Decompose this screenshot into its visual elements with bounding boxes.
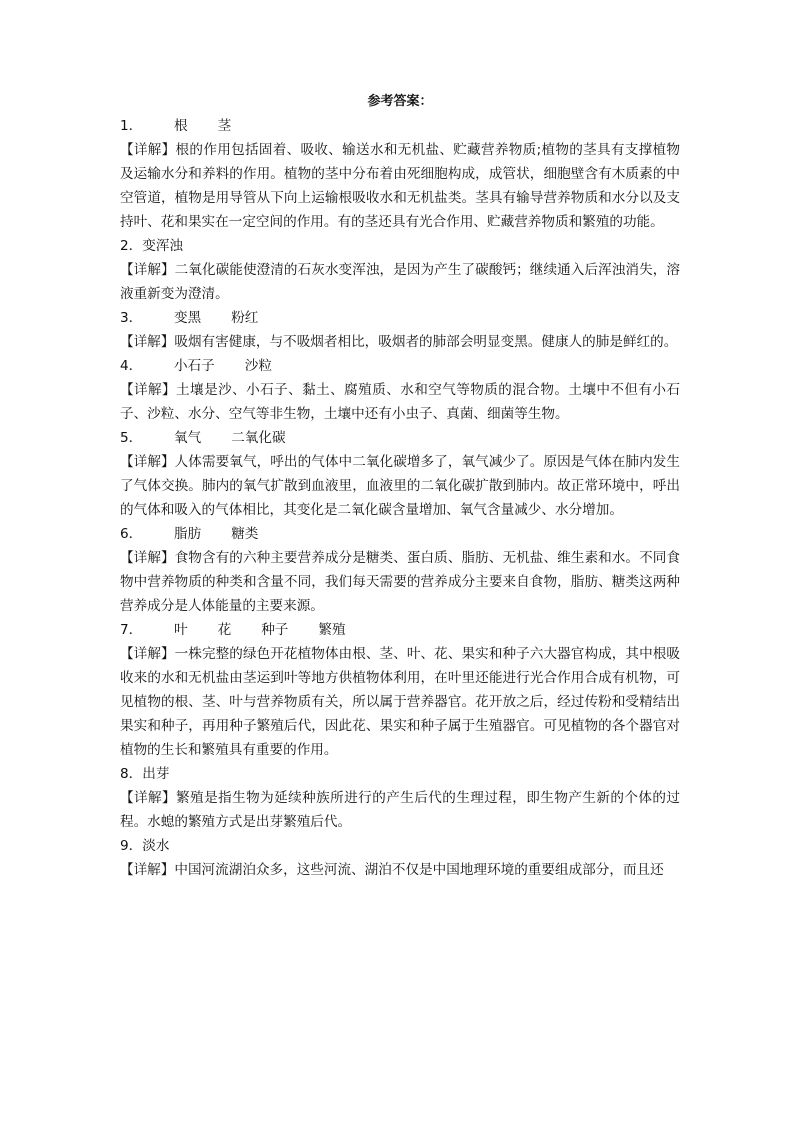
question-answer-line [120,114,680,138]
answer-block [120,306,680,354]
page-title: 参考答案： [367,94,433,109]
explanation-text: 人体需要氧气，呼出的气体中二氧化碳增多了，氧气减少了。原因是气体在肺内发生了气体交换。肺内的氧气扩散到血液里，血液里的二氧化碳扩散到肺内。故正常环境中，呼出的气体和吸入的气体相比，其变化是二氧化碳含量增加、氧气含量减少、水分增加。 [120,454,680,518]
question-answer-line [120,522,680,546]
question-answer-line [120,762,680,786]
explanation-text: 食物含有的六种主要营养成分是糖类、蛋白质、脂肪、无机盐、维生素和水。不同食物中营养物质的种类和含量不同，我们每天需要的营养成分主要来自食物，脂肪、糖类这两种营养成分是人体能量的主要来源。 [120,550,680,614]
question-number: 9． [120,838,143,854]
question-answer-line [120,834,680,858]
explanation-paragraph [120,858,680,882]
explanation-tag: 【详解】 [120,262,175,278]
answer-text: 种子 [261,622,289,638]
explanation-tag: 【详解】 [120,862,175,878]
explanation-text: 二氧化碳能使澄清的石灰水变浑浊，是因为产生了碳酸钙；继续通入后浑浊消失，溶液重新变为澄清。 [120,262,680,302]
answer-text: 变浑浊 [142,238,184,254]
explanation-tag: 【详解】 [120,790,177,806]
answer-text: 花 [217,622,232,638]
answer-text: 变黑 [174,310,202,326]
answer-text: 出芽 [142,766,170,782]
question-number: 5． [120,430,143,446]
question-number: 7． [120,622,143,638]
question-number: 6． [120,526,143,542]
explanation-text: 繁殖是指生物为延续种族所进行的产生后代的生理过程，即生物产生新的个体的过程。水螅的繁殖方式是出芽繁殖后代。 [120,790,681,830]
question-answer-line [120,618,680,642]
answer-block [120,522,680,618]
question-answer-line [120,306,680,330]
explanation-text: 中国河流湖泊众多，这些河流、湖泊不仅是中国地理环境的重要组成部分，而且还 [174,862,664,878]
explanation-paragraph [120,786,680,834]
answer-block [120,618,680,762]
explanation-tag: 【详解】 [120,334,175,350]
explanation-tag: 【详解】 [120,646,175,662]
answer-block [120,354,680,426]
explanation-text: 土壤是沙、小石子、黏土、腐殖质、水和空气等物质的混合物。土壤中不但有小石子、沙粒、水分、空气等非生物，土壤中还有小虫子、真菌、细菌等生物。 [120,382,681,422]
answer-list [120,114,680,882]
explanation-text: 吸烟有害健康，与不吸烟者相比，吸烟者的肺部会明显变黑。健康人的肺是鲜红的。 [174,334,678,350]
question-answer-line [120,354,680,378]
question-number: 4． [120,358,143,374]
explanation-tag: 【详解】 [120,142,176,158]
answer-text: 脂肪 [174,526,202,542]
answer-block [120,834,680,882]
answer-text: 茎 [217,118,232,134]
explanation-paragraph [120,450,680,522]
answer-text: 叶 [174,622,188,638]
explanation-tag: 【详解】 [120,550,175,566]
explanation-tag: 【详解】 [120,454,175,470]
explanation-paragraph [120,330,680,354]
explanation-text: 根的作用包括固着、吸收、输送水和无机盐、贮藏营养物质;植物的茎具有支撑植物及运输水分和养料的作用。植物的茎中分布着由死细胞构成，成管状，细胞壁含有木质素的中空管道，植物是用导管从下向上运输根吸收水和无机盐类。茎具有输导营养物质和水分以及支持叶、花和果实在一定空间的作用。有的茎还具有光合作用、贮藏营养物质和繁殖的功能。 [120,142,681,230]
answer-text: 繁殖 [318,622,346,638]
answer-text: 氧气 [174,430,202,446]
answer-block [120,234,680,306]
question-number: 1． [120,118,143,134]
answer-text: 糖类 [231,526,259,542]
explanation-paragraph [120,378,680,426]
explanation-tag: 【详解】 [120,382,177,398]
question-number: 3． [120,310,143,326]
answer-text: 粉红 [231,310,259,326]
question-answer-line [120,234,680,258]
answer-text: 小石子 [174,358,215,374]
answer-text: 根 [174,118,188,134]
answer-block [120,762,680,834]
question-number: 8． [120,766,143,782]
answer-text: 二氧化碳 [231,430,286,446]
answer-text: 淡水 [142,838,170,854]
explanation-paragraph [120,642,680,762]
explanation-paragraph [120,258,680,306]
explanation-paragraph [120,546,680,618]
answer-text: 沙粒 [244,358,272,374]
answer-block [120,426,680,522]
answer-block [120,114,680,234]
explanation-paragraph [120,138,680,234]
explanation-text: 一株完整的绿色开花植物体由根、茎、叶、花、果实和种子六大器官构成，其中根吸收来的水和无机盐由茎运到叶等地方供植物体利用，在叶里还能进行光合作用合成有机物，可见植物的根、茎、叶与营养物质有关，所以属于营养器官。花开放之后，经过传粉和受精结出果实和种子，再用种子繁殖后代，因此花、果实和种子属于生殖器官。可见植物的各个器官对植物的生长和繁殖具有重要的作用。 [120,646,680,758]
question-number: 2． [120,238,143,254]
question-answer-line [120,426,680,450]
